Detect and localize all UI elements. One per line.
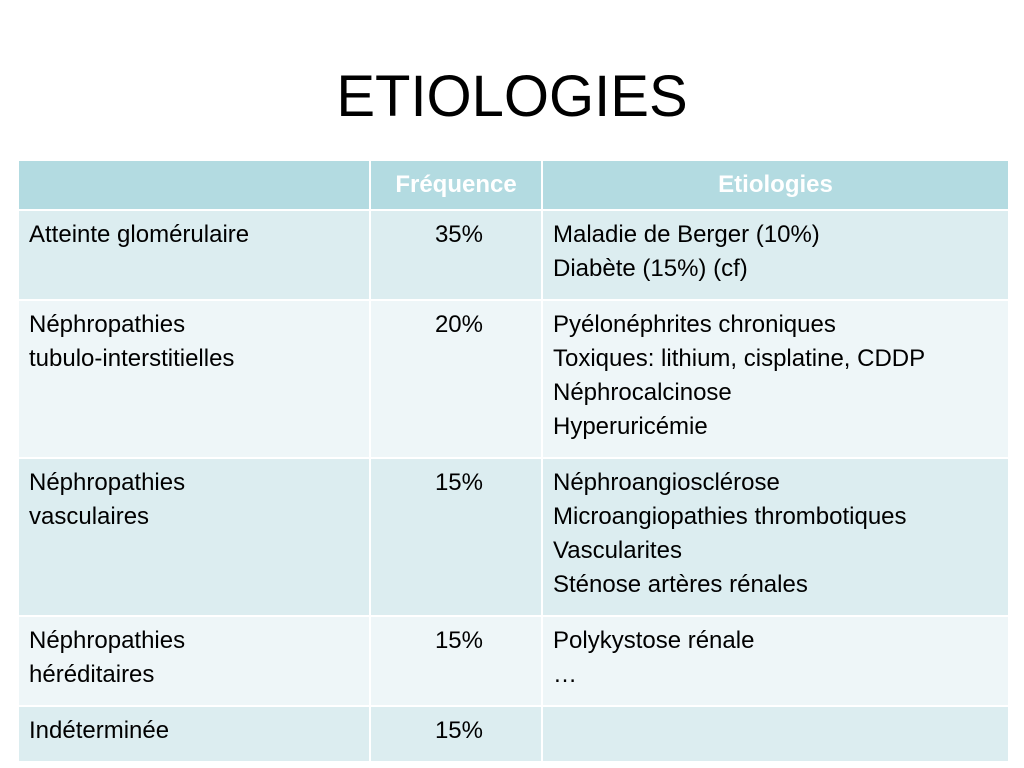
- category-line: Néphropathies: [29, 311, 186, 338]
- etiologies-cell: [542, 706, 1009, 762]
- frequency-value: 15%: [434, 627, 483, 654]
- etiologies-cell: [542, 210, 1009, 300]
- category-cell: [18, 210, 370, 300]
- etiology-line: Microangiopathies thrombotiques: [553, 503, 907, 530]
- category-line: Néphropathies: [29, 627, 186, 654]
- category-line: héréditaires: [29, 661, 155, 688]
- table-row: [18, 210, 1009, 300]
- frequency-cell: [370, 616, 542, 706]
- slide-title: ETIOLOGIES: [336, 64, 688, 129]
- etiology-line: Pyélonéphrites chroniques: [553, 311, 836, 338]
- etiology-line: Hyperuricémie: [553, 413, 708, 440]
- etiology-line: Sténose artères rénales: [553, 571, 808, 598]
- frequency-value: 15%: [434, 469, 483, 496]
- frequency-value: 15%: [434, 717, 483, 744]
- etiology-line: Maladie de Berger (10%): [553, 221, 820, 248]
- etiologies-cell: [542, 616, 1009, 706]
- table-row: [18, 706, 1009, 762]
- table-row: [18, 616, 1009, 706]
- frequency-cell: [370, 300, 542, 458]
- etiology-line: Toxiques: lithium, cisplatine, CDDP: [553, 345, 926, 372]
- etiologies-table: [17, 159, 1010, 763]
- frequency-cell: [370, 706, 542, 762]
- frequency-cell: [370, 210, 542, 300]
- etiologies-cell: [542, 458, 1009, 616]
- header-etiologies: Etiologies: [542, 160, 1009, 210]
- etiology-line: …: [553, 661, 577, 688]
- frequency-cell: [370, 458, 542, 616]
- category-line: Atteinte glomérulaire: [29, 221, 250, 248]
- category-cell: [18, 616, 370, 706]
- category-cell: [18, 300, 370, 458]
- etiology-line: Néphroangiosclérose: [553, 469, 780, 496]
- etiology-line: Polykystose rénale: [553, 627, 755, 654]
- header-frequency: Fréquence: [370, 160, 542, 210]
- etiology-line: Néphrocalcinose: [553, 379, 732, 406]
- frequency-value: 35%: [434, 221, 483, 248]
- category-line: vasculaires: [29, 503, 150, 530]
- etiologies-cell: [542, 300, 1009, 458]
- table-row: [18, 458, 1009, 616]
- frequency-value: 20%: [434, 311, 483, 338]
- category-line: tubulo-interstitielles: [29, 345, 235, 372]
- header-category: [18, 160, 370, 210]
- table-header-row: [18, 160, 1009, 210]
- category-line: Néphropathies: [29, 469, 186, 496]
- etiology-line: Diabète (15%) (cf): [553, 255, 748, 282]
- category-cell: [18, 458, 370, 616]
- table-row: [18, 300, 1009, 458]
- category-line: Indéterminée: [29, 717, 170, 744]
- category-cell: [18, 706, 370, 762]
- etiology-line: Vascularites: [553, 537, 682, 564]
